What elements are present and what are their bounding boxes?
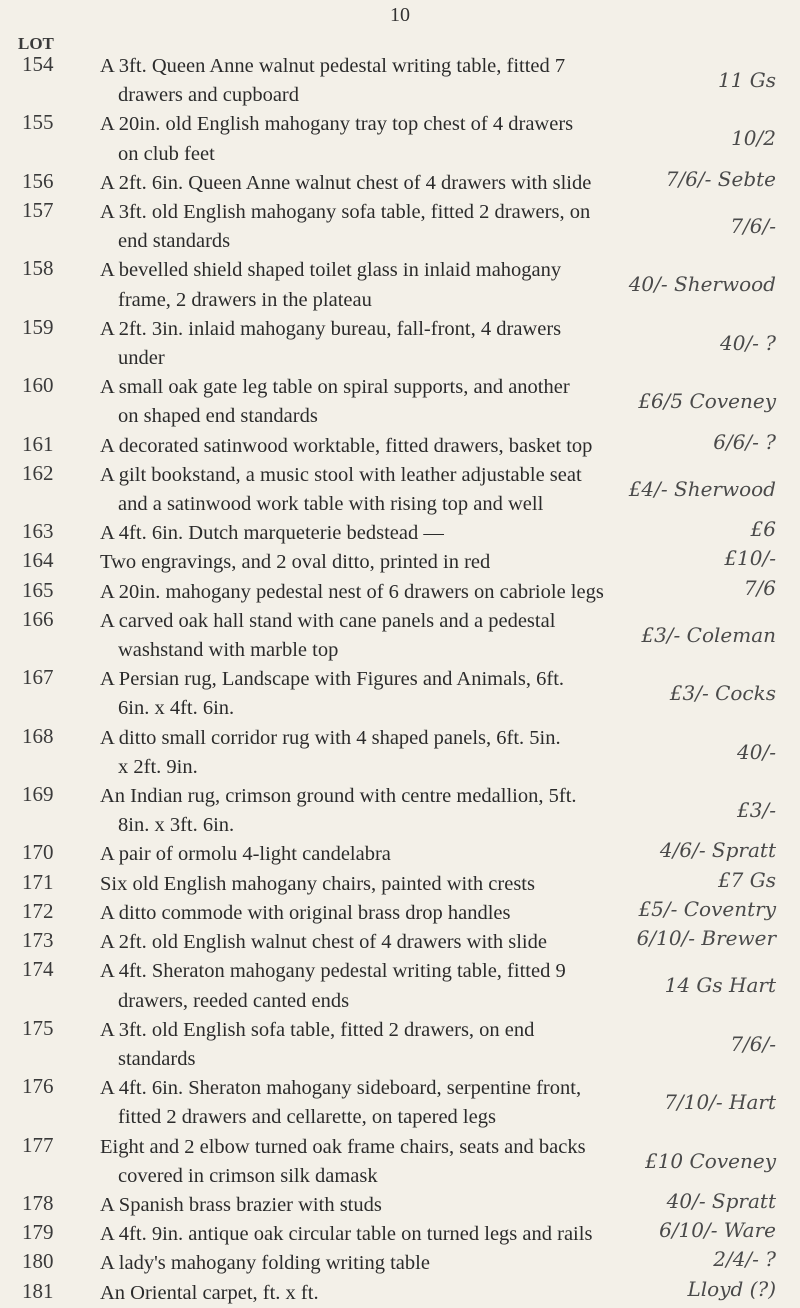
catalogue-entries [0, 52, 800, 1308]
lot-entry [0, 665, 800, 723]
lot-description [100, 724, 700, 782]
description-line: A 4ft. 6in. Dutch marqueterie bedstead — [100, 522, 444, 545]
handwritten-price-note: £10 Coveney [644, 1148, 776, 1173]
lot-entry [0, 1133, 800, 1191]
lot-entry [0, 1220, 800, 1249]
lot-entry [0, 1249, 800, 1278]
description-line: frame, 2 drawers in the plateau [118, 288, 372, 311]
page-number: 10 [390, 4, 410, 26]
handwritten-price-note: £3/- Cocks [669, 681, 776, 706]
handwritten-price-note: £6/5 Coveney [638, 389, 776, 414]
lot-description [100, 1074, 700, 1132]
lot-description [100, 1220, 700, 1249]
handwritten-price-note: 40/- Sherwood [628, 272, 776, 297]
description-line: A 3ft. Queen Anne walnut pedestal writing table, fitted 7 [100, 55, 566, 77]
description-line: Eight and 2 elbow turned oak frame chairs, seats and backs [100, 1135, 586, 1158]
handwritten-price-note: £3/- [737, 798, 776, 823]
lot-number: 161 [22, 431, 54, 456]
handwritten-price-note: 2/4/- ? [713, 1247, 776, 1272]
lot-description [100, 315, 700, 373]
description-line: A 4ft. Sheraton mahogany pedestal writing table, fitted 9 [100, 960, 566, 983]
lot-number: 154 [22, 52, 54, 76]
handwritten-price-note: £6 [750, 517, 776, 542]
lot-description [100, 1249, 700, 1278]
lot-entry [0, 256, 800, 314]
description-line: on shaped end standards [118, 405, 318, 428]
lot-description [100, 256, 700, 314]
description-line: A 3ft. old English mahogany sofa table, fitted 2 drawers, on [100, 201, 591, 224]
description-line: A decorated satinwood worktable, fitted drawers, basket top [100, 434, 593, 457]
handwritten-price-note: Lloyd (?) [687, 1276, 776, 1301]
lot-entry [0, 52, 800, 110]
lot-entry [0, 575, 800, 607]
lot-entry [0, 1188, 800, 1220]
description-line: A Persian rug, Landscape with Figures and Animals, 6ft. [100, 668, 565, 691]
description-line: A carved oak hall stand with cane panels and a pedestal [100, 609, 556, 632]
description-line: under [118, 347, 165, 370]
lot-description [100, 1191, 700, 1220]
description-line: A 2ft. old English walnut chest of 4 drawers with slide [100, 931, 547, 954]
lot-description [100, 928, 700, 957]
lot-description [100, 519, 700, 548]
handwritten-price-note: 11 Gs [717, 68, 776, 93]
lot-description [100, 1133, 700, 1191]
description-line: A small oak gate leg table on spiral supports, and another [100, 376, 570, 399]
lot-number: 158 [22, 256, 54, 281]
description-line: A ditto small corridor rug with 4 shaped panels, 6ft. 5in. [100, 726, 561, 749]
handwritten-price-note: 7/10/- Hart [664, 1090, 776, 1115]
lot-description [100, 548, 700, 577]
description-line: A 20in. mahogany pedestal nest of 6 drawers on cabriole legs [100, 580, 604, 603]
description-line: An Oriental carpet, ft. x ft. [100, 1281, 319, 1304]
description-line: x 2ft. 9in. [118, 755, 198, 778]
handwritten-price-note: 10/2 [731, 126, 776, 151]
lot-number: 171 [22, 869, 54, 894]
lot-number: 169 [22, 782, 54, 807]
handwritten-price-note: £3/- Coleman [641, 622, 776, 647]
handwritten-price-note: 40/- [737, 739, 776, 764]
handwritten-price-note: 7/6/- [730, 1031, 776, 1056]
lot-entry [0, 840, 800, 869]
lot-description [100, 198, 700, 256]
description-line: standards [118, 1047, 196, 1070]
lot-entry [0, 461, 800, 519]
lot-number: 160 [22, 373, 54, 398]
handwritten-price-note: £5/- Coventry [638, 896, 776, 921]
lot-description [100, 899, 700, 928]
lot-description [100, 957, 700, 1015]
handwritten-price-note: 40/- Spratt [666, 1188, 776, 1213]
lot-entry [0, 110, 800, 168]
lot-entry [0, 429, 800, 461]
lot-entry [0, 315, 800, 373]
lot-number: 172 [22, 898, 54, 923]
lot-description [100, 373, 700, 431]
description-line: A ditto commode with original brass drop handles [100, 901, 511, 924]
lot-entry [0, 928, 800, 957]
description-line: A gilt bookstand, a music stool with leather adjustable seat [100, 463, 582, 486]
lot-description [100, 840, 700, 869]
lot-description [100, 578, 700, 607]
description-line: fitted 2 drawers and cellarette, on tapered legs [118, 1106, 496, 1129]
lot-number: 164 [22, 548, 54, 573]
lot-description [100, 110, 700, 168]
lot-number: 173 [22, 928, 54, 953]
lot-entry [0, 1074, 800, 1132]
description-line: and a satinwood work table with rising top and well [118, 493, 544, 516]
lot-entry [0, 373, 800, 431]
lot-number: 159 [22, 314, 54, 339]
lot-number: 162 [22, 460, 54, 485]
lot-number: 167 [22, 665, 54, 690]
lot-description [100, 1279, 700, 1308]
handwritten-price-note: £10/- [724, 546, 776, 571]
description-line: on club feet [118, 142, 215, 165]
description-line: A lady's mahogany folding writing table [100, 1252, 430, 1275]
handwritten-price-note: 7/6 [743, 575, 776, 600]
description-line: A pair of ormolu 4-light candelabra [100, 843, 391, 866]
handwritten-price-note: 6/10/- Brewer [636, 926, 776, 951]
handwritten-price-note: 40/- ? [719, 330, 776, 355]
lot-number: 180 [22, 1249, 54, 1274]
description-line: 6in. x 4ft. 6in. [118, 697, 235, 720]
description-line: Two engravings, and 2 oval ditto, printed in red [100, 551, 491, 574]
description-line: 8in. x 3ft. 6in. [118, 814, 235, 837]
description-line: A Spanish brass brazier with studs [100, 1193, 382, 1216]
lot-number: 179 [22, 1220, 54, 1245]
handwritten-price-note: £7 Gs [717, 867, 776, 892]
lot-description [100, 782, 700, 840]
handwritten-price-note: 7/6/- [730, 214, 776, 239]
description-line: end standards [118, 230, 231, 253]
lot-description [100, 52, 700, 110]
lot-number: 157 [22, 198, 54, 223]
lot-entry [0, 519, 800, 548]
description-line: A 4ft. 9in. antique oak circular table on turned legs and rails [100, 1223, 593, 1246]
lot-entry [0, 1016, 800, 1074]
description-line: drawers, reeded canted ends [118, 989, 350, 1012]
lot-number: 181 [22, 1278, 54, 1303]
lot-entry [0, 548, 800, 577]
lot-entry [0, 782, 800, 840]
handwritten-price-note: 14 Gs Hart [664, 973, 776, 998]
description-line: An Indian rug, crimson ground with centre medallion, 5ft. [100, 785, 577, 808]
lot-description [100, 607, 700, 665]
lot-number: 178 [22, 1190, 54, 1215]
description-line: covered in crimson silk damask [118, 1164, 378, 1187]
handwritten-price-note: £4/- Sherwood [628, 476, 776, 501]
lot-description [100, 665, 700, 723]
lot-description [100, 1016, 700, 1074]
description-line: drawers and cupboard [118, 84, 300, 107]
description-line: A 3ft. old English sofa table, fitted 2 drawers, on end [100, 1018, 535, 1041]
lot-entry [0, 957, 800, 1015]
lot-number: 155 [22, 110, 54, 135]
lot-number: 165 [22, 577, 54, 602]
lot-number: 176 [22, 1074, 54, 1099]
lot-number: 175 [22, 1015, 54, 1040]
lot-number: 163 [22, 519, 54, 544]
lot-description [100, 461, 700, 519]
description-line: A bevelled shield shaped toilet glass in inlaid mahogany [100, 259, 562, 282]
lot-number: 156 [22, 168, 54, 193]
description-line: Six old English mahogany chairs, painted with crests [100, 872, 535, 895]
lot-number: 177 [22, 1132, 54, 1157]
description-line: washstand with marble top [118, 639, 339, 662]
lot-description [100, 870, 700, 899]
lot-entry [0, 166, 800, 198]
lot-entry [0, 198, 800, 256]
description-line: A 20in. old English mahogany tray top chest of 4 drawers [100, 113, 574, 136]
lot-description [100, 432, 700, 461]
lot-entry [0, 867, 800, 899]
lot-column-header: LOT [18, 34, 54, 53]
handwritten-price-note: 7/6/- Sebte [665, 166, 776, 191]
handwritten-price-note: 6/10/- Ware [659, 1218, 776, 1243]
lot-number: 174 [22, 957, 54, 982]
description-line: A 2ft. 3in. inlaid mahogany bureau, fall-front, 4 drawers [100, 317, 562, 340]
lot-entry [0, 896, 800, 928]
description-line: A 4ft. 6in. Sheraton mahogany sideboard, serpentine front, [100, 1077, 582, 1100]
lot-description [100, 169, 700, 198]
lot-entry [0, 607, 800, 665]
description-line: A 2ft. 6in. Queen Anne walnut chest of 4 drawers with slide [100, 171, 592, 194]
lot-number: 166 [22, 606, 54, 631]
lot-number: 168 [22, 723, 54, 748]
handwritten-price-note: 6/6/- ? [713, 429, 776, 454]
lot-entry [0, 724, 800, 782]
lot-number: 170 [22, 840, 54, 865]
handwritten-price-note: 4/6/- Spratt [659, 838, 776, 863]
lot-entry [0, 1276, 800, 1308]
